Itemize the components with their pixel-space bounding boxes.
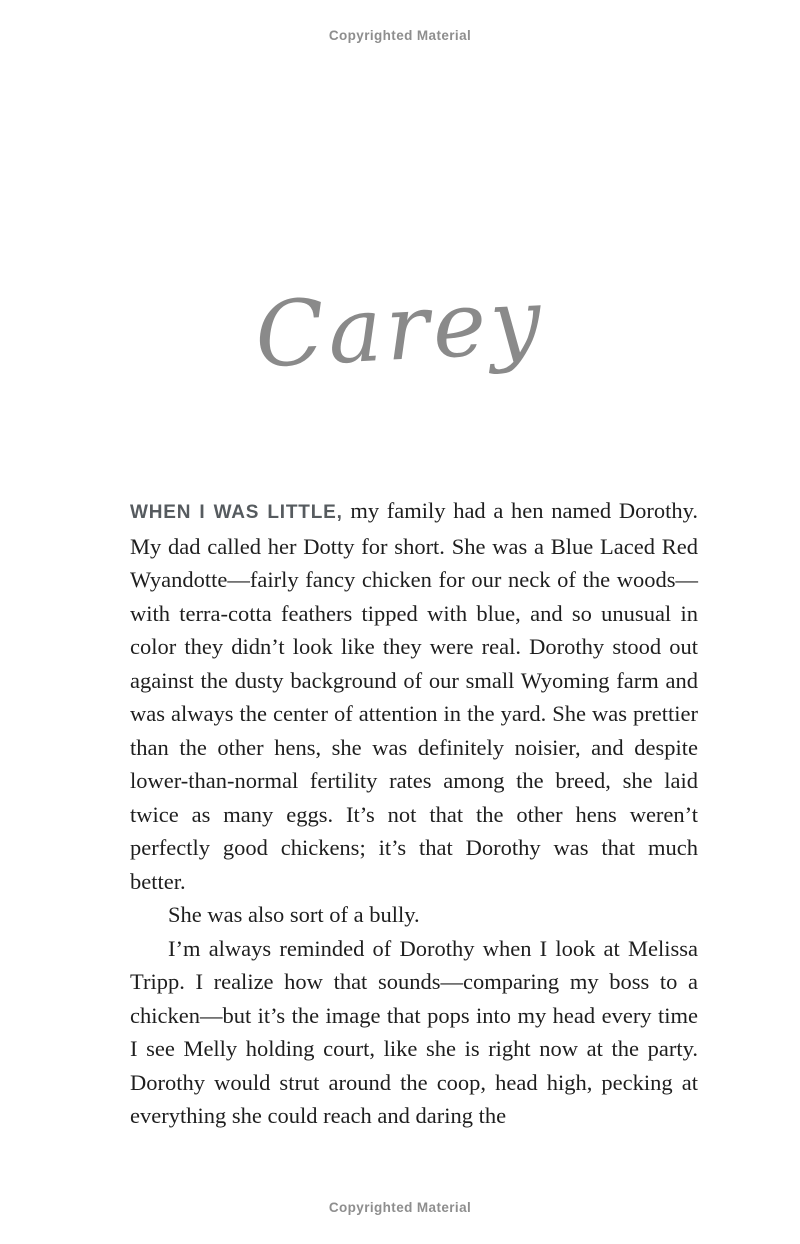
- chapter-title: Carey: [252, 268, 548, 389]
- copyright-notice-top: Copyrighted Material: [328, 28, 472, 43]
- copyright-notice-bottom: Copyrighted Material: [328, 1200, 472, 1215]
- lead-in-text: WHEN I WAS LITTLE,: [130, 502, 343, 523]
- paragraph-2: She was also sort of a bully.: [168, 902, 420, 927]
- paragraph-1-text: my family had a hen named Dorothy. My dad called her Dotty for short. She was a Blue Laced Red Wyandotte—fairly fancy chicken for our neck of the woods—with terra-cotta feathers tipped with blue, and so unusual in color they didn’t look like they were real. Dorothy stood out against the dusty background of our small Wyoming farm and was always the center of attention in the yard. She was prettier than the other hens, she was definitely noisier, and despite lower-than-normal fertility rates among the breed, she laid twice as many eggs. It’s not that the other hens weren’t perfectly good chickens; it’s that Dorothy was that much better.: [130, 498, 699, 894]
- paragraph-3: I’m always reminded of Dorothy when I look at Melissa Tripp. I realize how that sounds—comparing my boss to a chicken—but it’s the image that pops into my head every time I see Melly holding court, like she is right now at the party. Dorothy would strut around the coop, head high, pecking at everything she could reach and daring the: [130, 935, 698, 1128]
- paragraph-1: [130, 494, 698, 898]
- body-text: [130, 494, 698, 1133]
